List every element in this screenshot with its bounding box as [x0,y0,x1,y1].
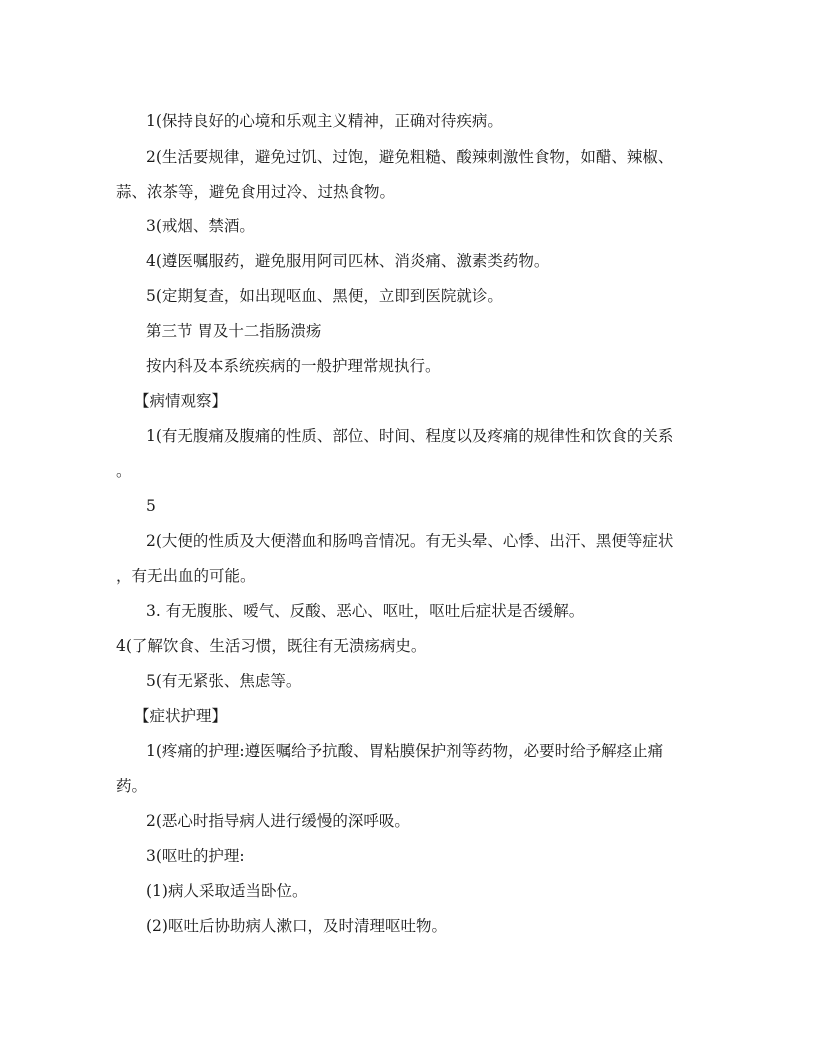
paragraph-line: 。 [116,462,132,480]
paragraph-line: 1(疼痛的护理:遵医嘱给予抗酸、胃粘膜保护剂等药物，必要时给予解痉止痛 [146,742,664,760]
paragraph-line: 药。 [116,777,148,795]
section-heading: 第三节 胃及十二指肠溃疡 [146,322,322,340]
list-item: (1)病人采取适当卧位。 [146,882,308,900]
paragraph-line: 5(有无紧张、焦虑等。 [146,672,302,690]
paragraph-line: 3(戒烟、禁酒。 [146,217,255,235]
paragraph-line: 4(遵医嘱服药，避免服用阿司匹林、消炎痛、激素类药物。 [146,252,550,270]
subsection-heading: 【症状护理】 [134,707,228,725]
page-number: 5 [146,497,156,515]
paragraph-line: 按内科及本系统疾病的一般护理常规执行。 [146,357,441,375]
paragraph-line: 2(恶心时指导病人进行缓慢的深呼吸。 [146,812,410,830]
paragraph-line: 1(有无腹痛及腹痛的性质、部位、时间、程度以及疼痛的规律性和饮食的关系 [146,427,674,445]
paragraph-line: ，有无出血的可能。 [116,567,256,585]
list-item: (2)呕吐后协助病人漱口，及时清理呕吐物。 [146,917,447,935]
paragraph-line: 4(了解饮食、生活习惯，既往有无溃疡病史。 [116,637,427,655]
paragraph-line: 1(保持良好的心境和乐观主义精神，正确对待疾病。 [146,112,503,130]
paragraph-line: 2(生活要规律，避免过饥、过饱，避免粗糙、酸辣刺激性食物，如醋、辣椒、 [146,148,674,166]
subsection-heading: 【病情观察】 [134,392,228,410]
paragraph-line: 5(定期复查，如出现呕血、黑便，立即到医院就诊。 [146,287,503,305]
paragraph-line: 蒜、浓茶等，避免食用过冷、过热食物。 [116,183,396,201]
paragraph-line: 3. 有无腹胀、嗳气、反酸、恶心、呕吐，呕吐后症状是否缓解。 [146,602,585,620]
paragraph-line: 3(呕吐的护理: [146,847,245,865]
paragraph-line: 2(大便的性质及大便潜血和肠鸣音情况。有无头晕、心悸、出汗、黑便等症状 [146,532,674,550]
